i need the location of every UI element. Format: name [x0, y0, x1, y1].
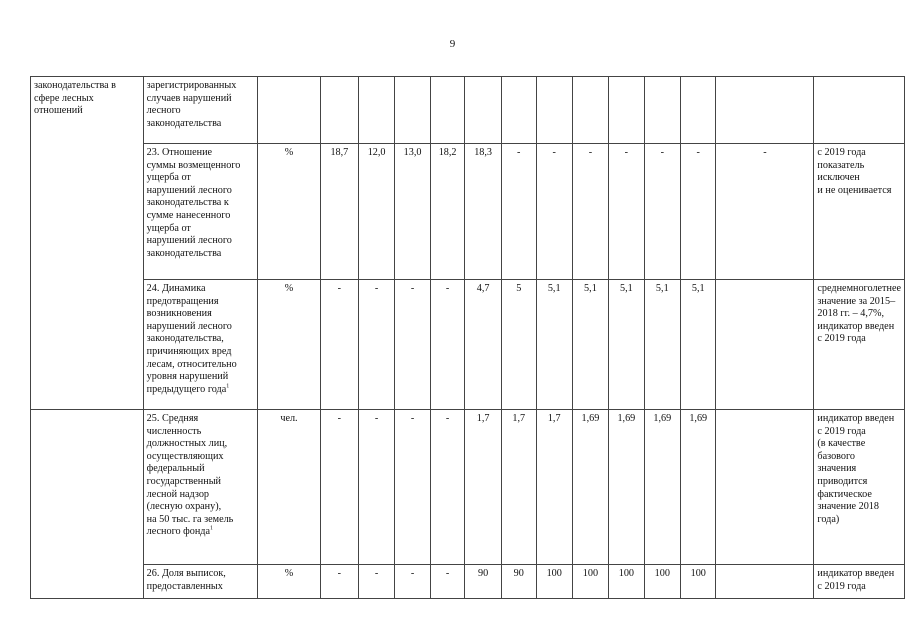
value-cell: -	[395, 410, 431, 565]
value-cell: 5,1	[680, 280, 716, 410]
value-cell: 4,7	[465, 280, 501, 410]
value-cell	[716, 410, 814, 565]
indicator-cell-line: ущерба от	[146, 222, 191, 234]
value-cell: -	[501, 144, 536, 280]
value-cell	[358, 77, 394, 144]
indicator-cell-line: случаев нарушений	[146, 92, 232, 104]
note-cell	[814, 144, 905, 280]
value-cell: -	[680, 144, 716, 280]
indicator-cell-line: 26. Доля выписок,	[146, 568, 226, 579]
value-cell: 100	[536, 565, 572, 599]
section-cell	[31, 77, 144, 410]
indicator-cell	[143, 144, 258, 280]
value-cell: 18,2	[430, 144, 465, 280]
value-cell: -	[609, 144, 645, 280]
value-cell: 100	[609, 565, 645, 599]
value-cell: -	[644, 144, 680, 280]
value-cell	[395, 77, 431, 144]
indicator-cell-line: законодательства,	[146, 333, 224, 345]
note-cell-line: приводится	[817, 475, 868, 487]
indicator-cell-line: 24. Динамика	[146, 283, 206, 294]
value-cell: -	[320, 410, 358, 565]
table-row	[31, 144, 905, 280]
indicator-cell-line: 23. Отношение	[146, 147, 213, 158]
note-cell	[814, 280, 905, 410]
note-cell-line: индикатор введен	[817, 568, 895, 579]
section-cell-line: сфере лесных	[34, 92, 94, 104]
unit-cell	[258, 77, 321, 144]
value-cell: 100	[644, 565, 680, 599]
value-cell	[716, 77, 814, 144]
value-cell: 1,7	[501, 410, 536, 565]
value-cell	[609, 77, 645, 144]
value-cell: 5,1	[536, 280, 572, 410]
value-cell: -	[358, 565, 394, 599]
value-cell: -	[536, 144, 572, 280]
value-cell: -	[572, 144, 608, 280]
value-cell: 5,1	[644, 280, 680, 410]
value-cell: -	[320, 280, 358, 410]
note-cell-line: (в качестве базового	[817, 438, 866, 462]
footnote-marker: 1	[226, 383, 230, 390]
indicators-table	[30, 76, 905, 599]
note-cell-line: 2018 гг. – 4,7%,	[817, 308, 885, 320]
value-cell: 1,7	[465, 410, 501, 565]
indicator-cell-line: 25. Средняя	[146, 413, 199, 424]
value-cell: -	[430, 565, 465, 599]
indicator-cell-line: федеральный	[146, 463, 205, 475]
indicator-cell-line: возникновения	[146, 308, 212, 320]
indicator-cell-line: должностных лиц,	[146, 438, 228, 450]
note-cell	[814, 77, 905, 144]
note-cell-line: показатель	[817, 159, 865, 171]
note-cell-line: значения	[817, 463, 857, 475]
note-cell-line: значение 2018 года)	[817, 501, 879, 525]
value-cell: 1,69	[680, 410, 716, 565]
value-cell: -	[716, 144, 814, 280]
value-cell: 1,69	[572, 410, 608, 565]
value-cell: 18,3	[465, 144, 501, 280]
note-cell-line: с 2019 года	[817, 147, 866, 158]
note-cell-line: с 2019 года	[817, 333, 866, 345]
note-cell-line: с 2019 года	[817, 580, 866, 592]
indicator-cell-line: зарегистрированных	[146, 80, 237, 91]
indicator-cell-line: нарушений лесного	[146, 235, 232, 247]
section-cell	[31, 410, 144, 599]
table-row	[31, 410, 905, 565]
indicator-cell-line: ущерба от	[146, 172, 191, 184]
indicator-cell-line: законодательства к	[146, 197, 229, 209]
value-cell: 5,1	[572, 280, 608, 410]
indicator-cell-line: численность	[146, 425, 202, 437]
note-cell-line: индикатор введен	[817, 413, 895, 424]
section-cell-line: законодательства в	[34, 80, 116, 91]
note-cell-line: исключен	[817, 172, 860, 184]
note-cell-line: фактическое	[817, 488, 872, 500]
indicator-cell-line: причиняющих вред	[146, 345, 232, 357]
table-row	[31, 565, 905, 599]
value-cell: 1,69	[644, 410, 680, 565]
indicator-cell-line: предотвращения	[146, 295, 219, 307]
value-cell	[716, 565, 814, 599]
table-row	[31, 77, 905, 144]
note-cell	[814, 565, 905, 599]
value-cell	[465, 77, 501, 144]
value-cell: 12,0	[358, 144, 394, 280]
note-cell-line: значение за 2015–	[817, 295, 896, 307]
value-cell: -	[320, 565, 358, 599]
indicator-cell-line: лесам, относительно	[146, 358, 237, 370]
value-cell	[536, 77, 572, 144]
note-cell-line: с 2019 года	[817, 425, 866, 437]
indicator-cell-line: законодательства	[146, 247, 222, 259]
value-cell: 100	[680, 565, 716, 599]
value-cell	[572, 77, 608, 144]
indicator-cell-line: на 50 тыс. га земель	[146, 513, 234, 525]
indicator-cell-line: государственный	[146, 475, 222, 487]
note-cell-line: и не оценивается	[817, 184, 892, 196]
indicator-cell-line: нарушений лесного	[146, 320, 232, 332]
table-row	[31, 280, 905, 410]
unit-cell: %	[258, 144, 321, 280]
page-number: 9	[449, 38, 456, 50]
indicator-cell-line: нарушений лесного	[146, 184, 232, 196]
value-cell: 13,0	[395, 144, 431, 280]
value-cell: 100	[572, 565, 608, 599]
value-cell	[680, 77, 716, 144]
value-cell	[430, 77, 465, 144]
value-cell: 5,1	[609, 280, 645, 410]
indicator-cell-line: уровня нарушений	[146, 371, 229, 383]
indicator-cell-line: лесной надзор	[146, 488, 210, 500]
indicator-cell	[143, 280, 258, 410]
note-cell-line: среднемноголетнее	[817, 283, 901, 294]
indicator-cell-line: предыдущего года	[146, 383, 227, 395]
value-cell: 18,7	[320, 144, 358, 280]
indicator-cell	[143, 77, 258, 144]
value-cell: 90	[501, 565, 536, 599]
indicator-cell	[143, 565, 258, 599]
indicator-cell-line: предоставленных	[146, 580, 223, 592]
value-cell: 5	[501, 280, 536, 410]
value-cell	[501, 77, 536, 144]
indicator-cell-line: осуществляющих	[146, 450, 224, 462]
note-cell-line: индикатор введен	[817, 320, 895, 332]
indicator-cell-line: лесного	[146, 105, 181, 117]
indicator-cell-line: сумме нанесенного	[146, 209, 231, 221]
value-cell	[716, 280, 814, 410]
value-cell	[320, 77, 358, 144]
value-cell: 1,69	[609, 410, 645, 565]
indicator-cell-line: законодательства	[146, 117, 222, 129]
value-cell: 1,7	[536, 410, 572, 565]
value-cell: -	[430, 410, 465, 565]
value-cell: -	[395, 565, 431, 599]
unit-cell: %	[258, 565, 321, 599]
indicator-cell	[143, 410, 258, 565]
unit-cell: чел.	[258, 410, 321, 565]
value-cell: -	[358, 280, 394, 410]
indicator-cell-line: суммы возмещенного	[146, 159, 241, 171]
unit-cell: %	[258, 280, 321, 410]
value-cell: 90	[465, 565, 501, 599]
value-cell: -	[395, 280, 431, 410]
note-cell	[814, 410, 905, 565]
value-cell: -	[430, 280, 465, 410]
indicator-cell-line: (лесную охрану),	[146, 501, 222, 513]
value-cell: -	[358, 410, 394, 565]
section-cell-line: отношений	[34, 105, 83, 117]
footnote-marker: 1	[210, 525, 213, 532]
indicator-cell-line: лесного фонда	[146, 526, 210, 538]
value-cell	[644, 77, 680, 144]
